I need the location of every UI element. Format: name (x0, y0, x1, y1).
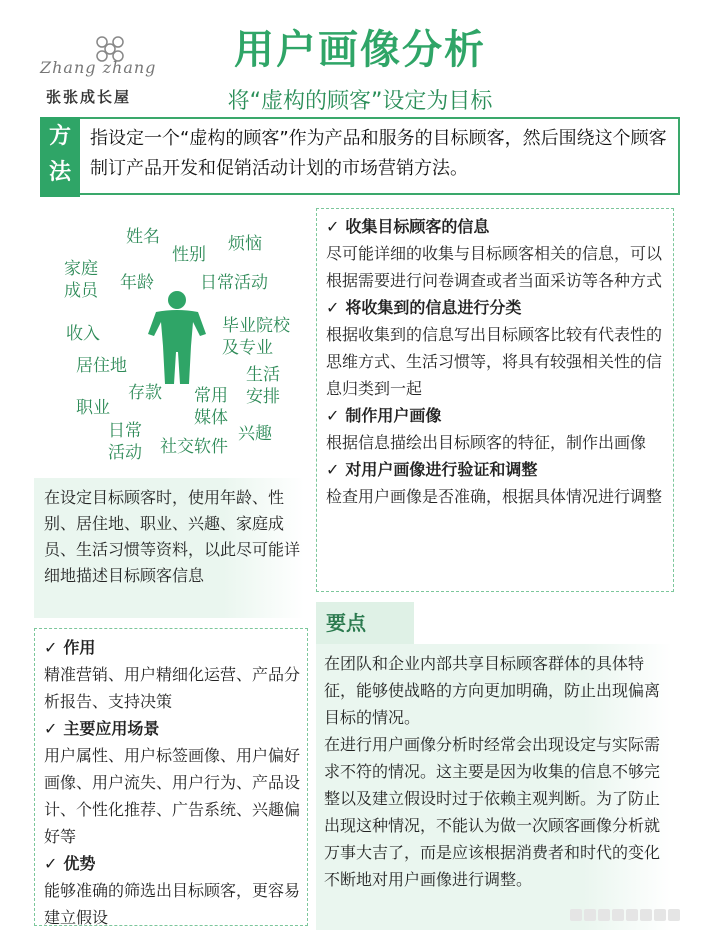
check-icon: ✓ (326, 406, 340, 425)
uses-list (44, 634, 300, 931)
use-title: 作用 (63, 638, 96, 657)
check-icon: ✓ (326, 460, 340, 479)
key-points-text (324, 650, 666, 893)
indicator-dot (626, 909, 638, 921)
use-item (44, 634, 300, 715)
cloud-income: 收入 (66, 324, 100, 344)
method-text: 指设定一个“虚构的顾客”作为产品和服务的目标顾客，然后围绕这个顾客制订产品开发和促销活动计划的市场营销方法。 (90, 128, 667, 179)
cloud-name: 姓名 (126, 227, 160, 247)
indicator-dot (668, 909, 680, 921)
step-body: 根据收集到的信息写出目标顾客比较有代表性的思维方式、生活习惯等，将具有较强相关性的信息归类到一起 (326, 325, 663, 398)
use-body: 精准营销、用户精细化运营、产品分析报告、支持决策 (44, 665, 301, 711)
key-point-paragraph: 在进行用户画像分析时经常会出现设定与实际需求不符的情况。这主要是因为收集的信息不够完整以及建立假设时过于依赖主观判断。为了防止出现这种情况，不能认为做一次顾客画像分析就万事大吉了，而是应该根据消费者和时代的变化不断地对用户画像进行调整。 (324, 735, 661, 889)
cloud-daily: 日常活动 (200, 273, 268, 293)
cloud-residence: 居住地 (76, 356, 127, 376)
logo-script: Zhang zhang (40, 58, 157, 77)
key-point-paragraph: 在团队和企业内部共享目标顾客群体的具体特征，能够使战略的方向更加明确，防止出现偏离目标的情况。 (324, 654, 661, 727)
indicator-dot (654, 909, 666, 921)
use-item (44, 850, 300, 931)
indicator-dot (584, 909, 596, 921)
cloud-daily-activities: 日常 活动 (108, 421, 142, 463)
cloud-gender: 性别 (172, 245, 206, 265)
cloud-life: 生活 安排 (246, 365, 280, 407)
person-icon (144, 290, 210, 386)
indicator-dot (570, 909, 582, 921)
cloud-media: 常用 媒体 (194, 386, 228, 428)
step-body: 根据信息描绘出目标顾客的特征，制作出画像 (326, 433, 647, 452)
logo-text: 张张成长屋 (46, 88, 132, 106)
step-body: 检查用户画像是否准确，根据具体情况进行调整 (326, 487, 663, 506)
cloud-worry: 烦恼 (228, 234, 262, 254)
indicator-dot (612, 909, 624, 921)
step-item (326, 294, 668, 402)
key-points-label: 要点 (316, 602, 414, 644)
cloud-social: 社交软件 (160, 437, 228, 457)
use-item (44, 715, 300, 850)
cloud-age: 年龄 (120, 273, 154, 293)
step-title: 对用户画像进行验证和调整 (345, 460, 538, 479)
check-icon: ✓ (44, 638, 58, 657)
left-info-text: 在设定目标顾客时，使用年龄、性别、居住地、职业、兴趣、家庭成员、生活习惯等资料，以此尽可能详细地描述目标顾客信息 (44, 488, 301, 585)
check-icon: ✓ (326, 217, 340, 236)
cloud-interest: 兴趣 (238, 424, 272, 444)
page-indicator (570, 906, 710, 920)
page-title: 用户画像分析 (234, 27, 486, 73)
step-item (326, 456, 668, 510)
steps-list (326, 213, 668, 510)
step-item (326, 402, 668, 456)
indicator-dot (640, 909, 652, 921)
use-title: 主要应用场景 (63, 719, 160, 738)
step-title: 收集目标顾客的信息 (345, 217, 490, 236)
cloud-school: 毕业院校 及专业 (222, 316, 290, 358)
step-item (326, 213, 668, 294)
page-subtitle: 将“虚构的顾客”设定为目标 (227, 89, 493, 114)
check-icon: ✓ (44, 719, 58, 738)
use-body: 用户属性、用户标签画像、用户偏好画像、用户流失、用户行为、产品设计、个性化推荐、广告系统、兴趣偏好等 (44, 746, 301, 846)
check-icon: ✓ (326, 298, 340, 317)
method-label (40, 117, 80, 197)
method-label-text: 方法 (48, 124, 71, 185)
step-body: 尽可能详细的收集与目标顾客相关的信息，可以根据需要进行问卷调查或者当面采访等各种方式 (326, 244, 663, 290)
indicator-dot (598, 909, 610, 921)
step-title: 制作用户画像 (345, 406, 442, 425)
use-body: 能够准确的筛选出目标顾客，更容易建立假设 (44, 881, 301, 927)
cloud-family: 家庭 成员 (64, 259, 98, 301)
step-title: 将收集到的信息进行分类 (345, 298, 522, 317)
use-title: 优势 (63, 854, 96, 873)
cloud-job: 职业 (76, 398, 110, 418)
cloud-savings: 存款 (128, 383, 162, 403)
check-icon: ✓ (44, 854, 58, 873)
